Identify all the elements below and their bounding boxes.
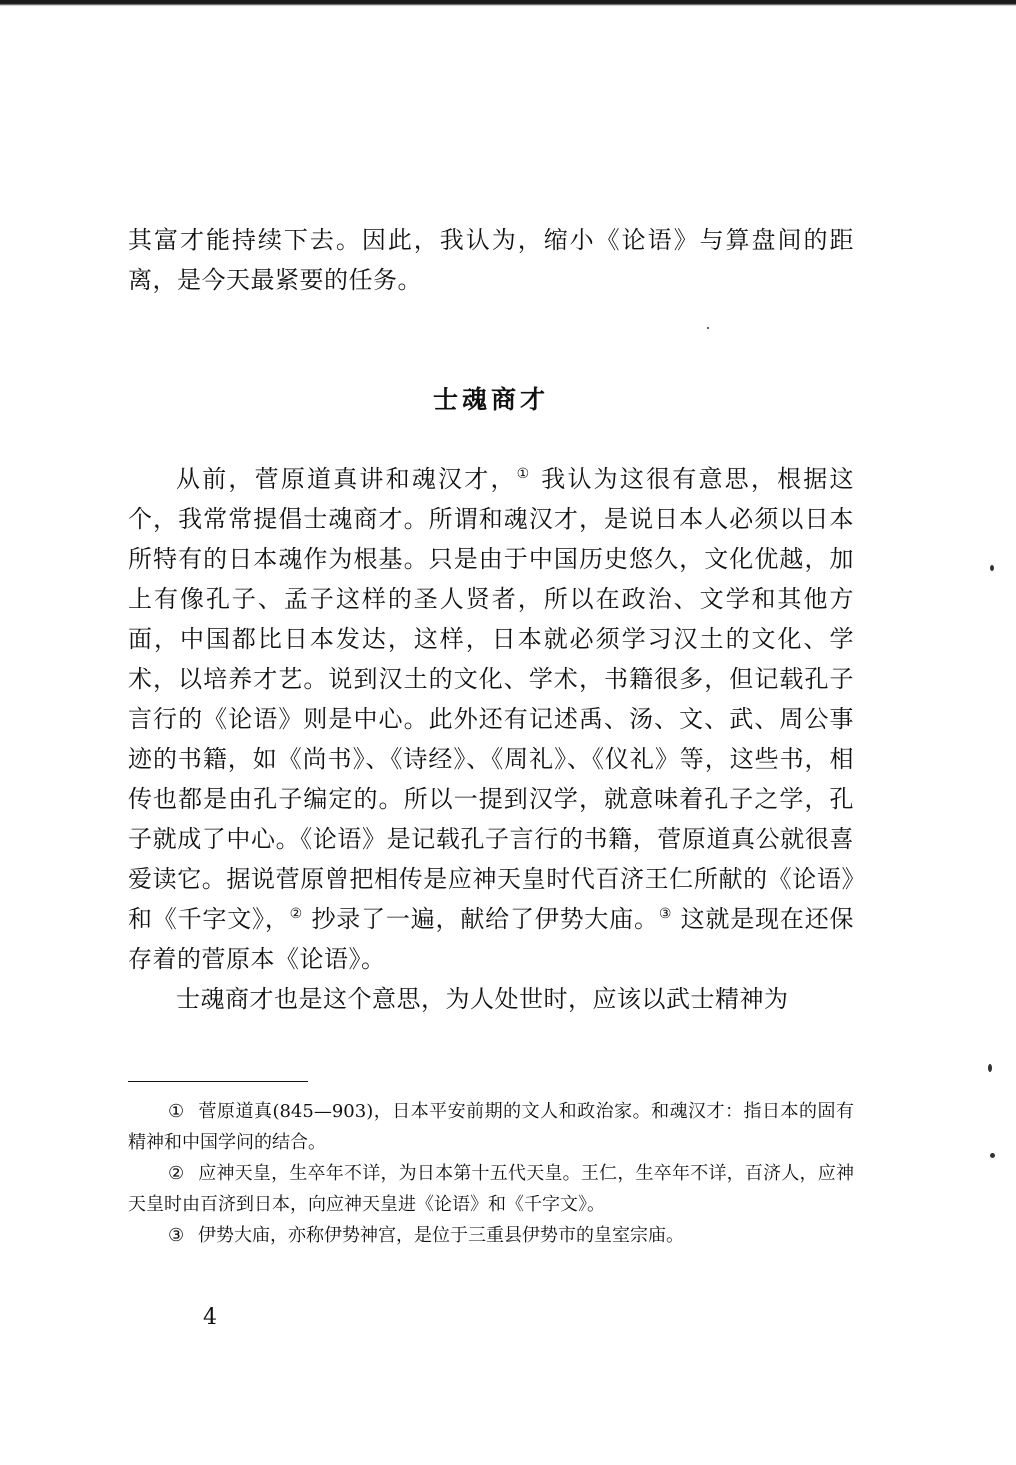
footnote-1 [128, 1096, 854, 1158]
footnote-text: 应神天皇，生卒年不详，为日本第十五代天皇。王仁，生卒年不详，百济人，应神天皇时由百济到日本，向应神天皇进《论语》和《千字文》。 [128, 1163, 854, 1215]
scan-top-edge [0, 0, 1016, 6]
footnote-ref-2: ② [289, 906, 304, 922]
body-text-segment: 这就是现在还保存着的菅原本《论语》。 [128, 905, 854, 973]
page-number: 4 [203, 1305, 217, 1330]
footnote-text: 菅原道真(845—903)，日本平安前期的文人和政治家。和魂汉才：指日本的固有精神和中国学问的结合。 [128, 1101, 854, 1153]
footnote-3 [128, 1220, 854, 1251]
scan-speck [988, 1064, 992, 1072]
footnote-2 [128, 1158, 854, 1220]
footnote-mark: ① [168, 1101, 185, 1122]
footnote-divider [128, 1081, 308, 1082]
body-text-segment: 我认为这很有意思，根据这个，我常常提倡士魂商才。所谓和魂汉才，是说日本人必须以日本所特有的日本魂作为根基。只是由于中国历史悠久，文化优越，加上有像孔子、孟子这样的圣人贤者，所以在政治、文学和其他方面，中国都比日本发达，这样，日本就必须学习汉土的文化、学术，以培养才艺。说到汉土的文化、学术，书籍很多，但记载孔子言行的《论语》则是中心。此外还有记述禹、汤、文、武、周公事迹的书籍，如《尚书》、《诗经》、《周礼》、《仪礼》等，这些书，相传也都是由孔子编定的。所以一提到汉学，就意味着孔子之学，孔子就成了中心。《论语》是记载孔子言行的书籍，菅原道真公就很喜爱读它。据说菅原曾把相传是应神天皇时代百济王仁所献的《论语》和《千字文》， [128, 465, 854, 933]
footnote-ref-3: ③ [658, 906, 673, 922]
body-text-segment: 从前，菅原道真讲和魂汉才， [176, 465, 517, 493]
footnote-text: 伊势大庙，亦称伊势神宫，是位于三重县伊势市的皇室宗庙。 [198, 1225, 684, 1246]
body-paragraph-1 [128, 459, 854, 979]
footnote-mark: ③ [168, 1225, 185, 1246]
body-paragraph-2: 士魂商才也是这个意思，为人处世时，应该以武士精神为 [176, 985, 789, 1013]
continued-paragraph: 其富才能持续下去。因此，我认为，缩小《论语》与算盘间的距离，是今天最紧要的任务。 [128, 226, 854, 294]
footnote-mark: ② [168, 1163, 185, 1184]
scan-speck [990, 1153, 995, 1158]
scan-speck [707, 327, 709, 329]
scan-speck [990, 565, 994, 571]
section-title: 士魂商才 [432, 385, 549, 414]
body-text-segment: 抄录了一遍，献给了伊势大庙。 [303, 905, 659, 933]
footnotes [128, 1096, 854, 1251]
footnote-ref-1: ① [516, 466, 532, 482]
